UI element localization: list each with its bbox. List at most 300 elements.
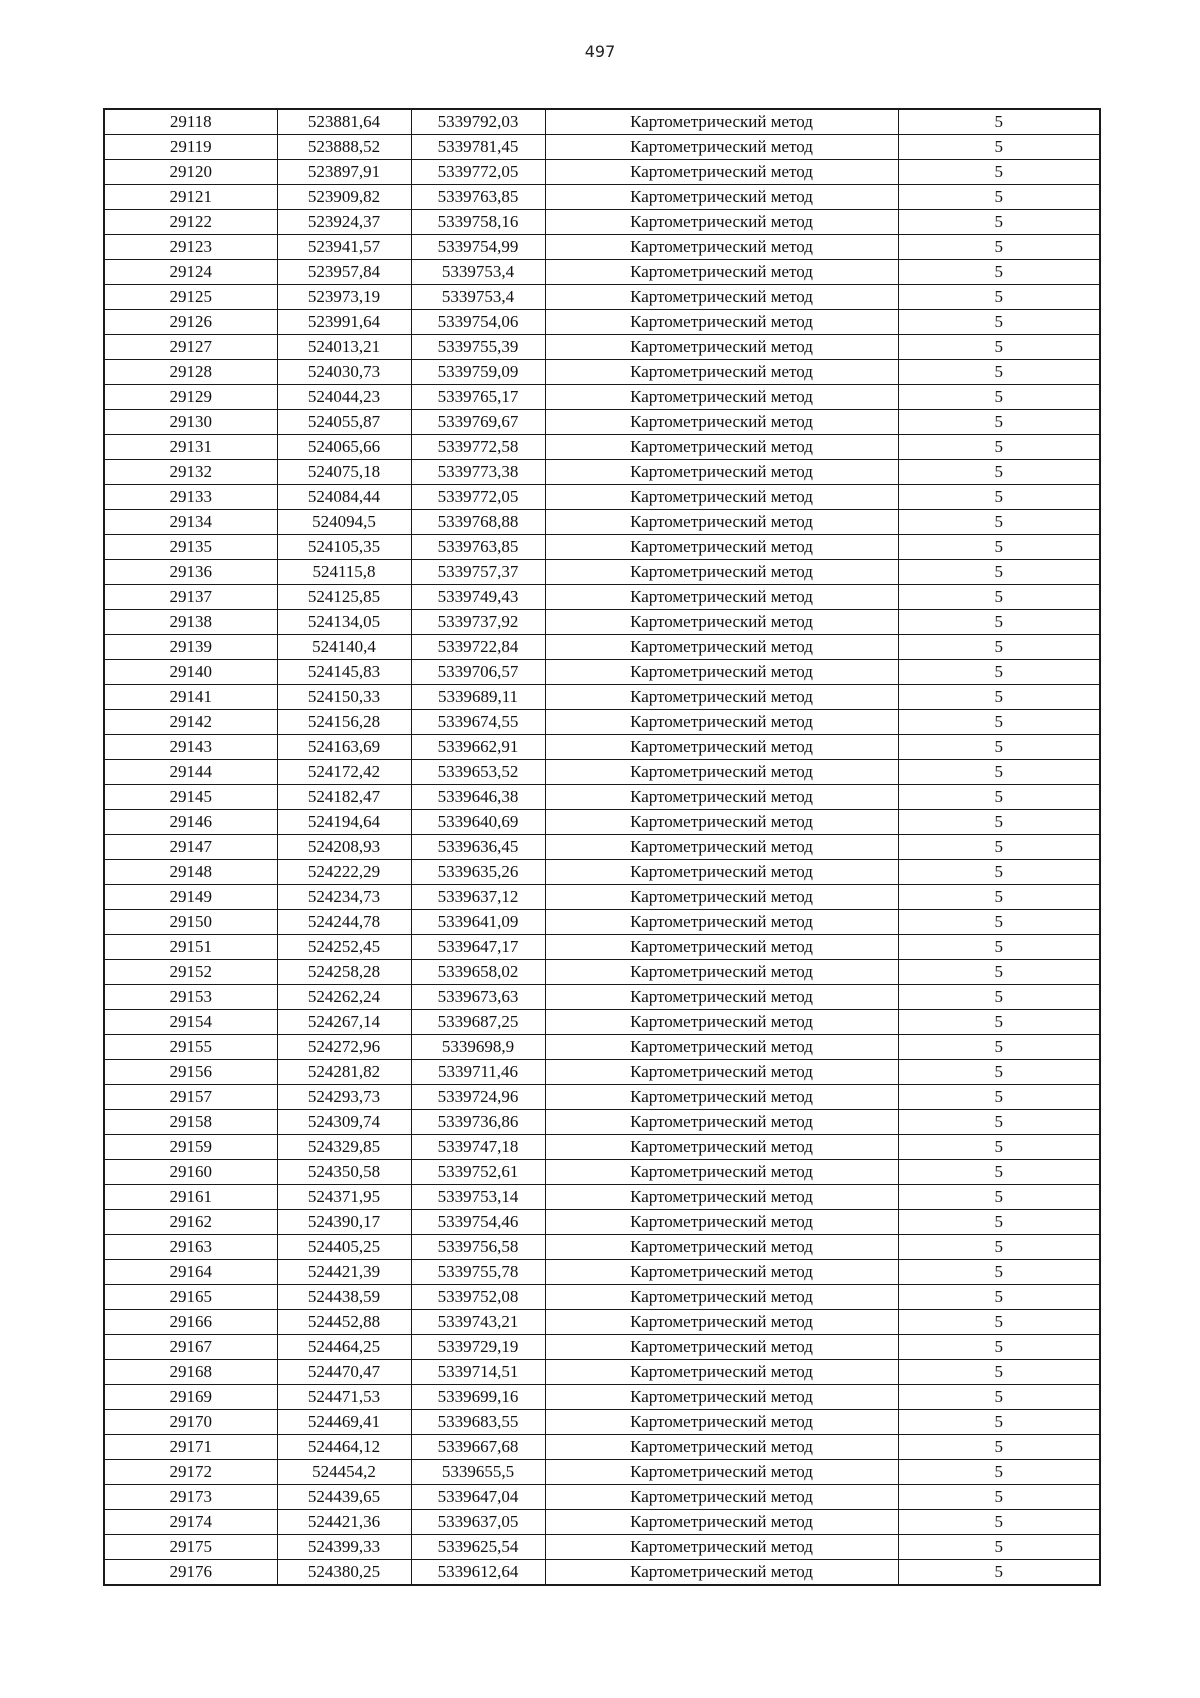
x-coordinate-cell: 524172,42 (277, 760, 411, 785)
accuracy-cell: 5 (898, 460, 1100, 485)
x-coordinate-cell: 524222,29 (277, 860, 411, 885)
x-coordinate-cell: 524454,2 (277, 1460, 411, 1485)
accuracy-cell: 5 (898, 660, 1100, 685)
y-coordinate-cell: 5339792,03 (411, 109, 545, 135)
y-coordinate-cell: 5339759,09 (411, 360, 545, 385)
y-coordinate-cell: 5339772,05 (411, 485, 545, 510)
point-number-cell: 29154 (104, 1010, 277, 1035)
x-coordinate-cell: 524452,88 (277, 1310, 411, 1335)
method-cell: Картометрический метод (545, 1260, 898, 1285)
x-coordinate-cell: 524013,21 (277, 335, 411, 360)
accuracy-cell: 5 (898, 935, 1100, 960)
accuracy-cell: 5 (898, 1285, 1100, 1310)
table-row (104, 785, 1100, 810)
x-coordinate-cell: 524084,44 (277, 485, 411, 510)
table-row (104, 360, 1100, 385)
method-cell: Картометрический метод (545, 760, 898, 785)
table-row (104, 760, 1100, 785)
table-row (104, 1010, 1100, 1035)
accuracy-cell: 5 (898, 160, 1100, 185)
point-number-cell: 29122 (104, 210, 277, 235)
method-cell: Картометрический метод (545, 1310, 898, 1335)
point-number-cell: 29139 (104, 635, 277, 660)
table-row (104, 1210, 1100, 1235)
x-coordinate-cell: 524244,78 (277, 910, 411, 935)
y-coordinate-cell: 5339753,14 (411, 1185, 545, 1210)
table-row (104, 1360, 1100, 1385)
table-row (104, 109, 1100, 135)
y-coordinate-cell: 5339781,45 (411, 135, 545, 160)
point-number-cell: 29147 (104, 835, 277, 860)
x-coordinate-cell: 524044,23 (277, 385, 411, 410)
x-coordinate-cell: 523924,37 (277, 210, 411, 235)
method-cell: Картометрический метод (545, 510, 898, 535)
y-coordinate-cell: 5339768,88 (411, 510, 545, 535)
point-number-cell: 29136 (104, 560, 277, 585)
accuracy-cell: 5 (898, 1160, 1100, 1185)
table-row (104, 860, 1100, 885)
point-number-cell: 29135 (104, 535, 277, 560)
table-row (104, 435, 1100, 460)
y-coordinate-cell: 5339753,4 (411, 285, 545, 310)
method-cell: Картометрический метод (545, 360, 898, 385)
x-coordinate-cell: 524163,69 (277, 735, 411, 760)
y-coordinate-cell: 5339636,45 (411, 835, 545, 860)
point-number-cell: 29123 (104, 235, 277, 260)
method-cell: Картометрический метод (545, 260, 898, 285)
accuracy-cell: 5 (898, 1110, 1100, 1135)
method-cell: Картометрический метод (545, 1510, 898, 1535)
point-number-cell: 29129 (104, 385, 277, 410)
method-cell: Картометрический метод (545, 1410, 898, 1435)
method-cell: Картометрический метод (545, 185, 898, 210)
table-row (104, 685, 1100, 710)
point-number-cell: 29159 (104, 1135, 277, 1160)
table-row (104, 335, 1100, 360)
y-coordinate-cell: 5339699,16 (411, 1385, 545, 1410)
x-coordinate-cell: 524134,05 (277, 610, 411, 635)
point-number-cell: 29140 (104, 660, 277, 685)
accuracy-cell: 5 (898, 610, 1100, 635)
method-cell: Картометрический метод (545, 1235, 898, 1260)
point-number-cell: 29158 (104, 1110, 277, 1135)
x-coordinate-cell: 524194,64 (277, 810, 411, 835)
table-row (104, 1235, 1100, 1260)
point-number-cell: 29175 (104, 1535, 277, 1560)
accuracy-cell: 5 (898, 210, 1100, 235)
y-coordinate-cell: 5339683,55 (411, 1410, 545, 1435)
point-number-cell: 29161 (104, 1185, 277, 1210)
point-number-cell: 29124 (104, 260, 277, 285)
x-coordinate-cell: 524252,45 (277, 935, 411, 960)
x-coordinate-cell: 524125,85 (277, 585, 411, 610)
table-row (104, 1285, 1100, 1310)
method-cell: Картометрический метод (545, 1010, 898, 1035)
accuracy-cell: 5 (898, 1485, 1100, 1510)
table-row (104, 1485, 1100, 1510)
method-cell: Картометрический метод (545, 210, 898, 235)
method-cell: Картометрический метод (545, 335, 898, 360)
accuracy-cell: 5 (898, 1035, 1100, 1060)
table-row (104, 910, 1100, 935)
y-coordinate-cell: 5339673,63 (411, 985, 545, 1010)
table-row (104, 1435, 1100, 1460)
accuracy-cell: 5 (898, 485, 1100, 510)
x-coordinate-cell: 523957,84 (277, 260, 411, 285)
point-number-cell: 29171 (104, 1435, 277, 1460)
point-number-cell: 29151 (104, 935, 277, 960)
y-coordinate-cell: 5339754,46 (411, 1210, 545, 1235)
accuracy-cell: 5 (898, 535, 1100, 560)
table-row (104, 385, 1100, 410)
y-coordinate-cell: 5339773,38 (411, 460, 545, 485)
accuracy-cell: 5 (898, 1185, 1100, 1210)
accuracy-cell: 5 (898, 1310, 1100, 1335)
accuracy-cell: 5 (898, 410, 1100, 435)
method-cell: Картометрический метод (545, 860, 898, 885)
accuracy-cell: 5 (898, 710, 1100, 735)
accuracy-cell: 5 (898, 1210, 1100, 1235)
point-number-cell: 29162 (104, 1210, 277, 1235)
method-cell: Картометрический метод (545, 585, 898, 610)
accuracy-cell: 5 (898, 1535, 1100, 1560)
point-number-cell: 29142 (104, 710, 277, 735)
accuracy-cell: 5 (898, 560, 1100, 585)
table-row (104, 160, 1100, 185)
x-coordinate-cell: 524150,33 (277, 685, 411, 710)
x-coordinate-cell: 524470,47 (277, 1360, 411, 1385)
point-number-cell: 29126 (104, 310, 277, 335)
point-number-cell: 29166 (104, 1310, 277, 1335)
point-number-cell: 29130 (104, 410, 277, 435)
method-cell: Картометрический метод (545, 1160, 898, 1185)
accuracy-cell: 5 (898, 785, 1100, 810)
accuracy-cell: 5 (898, 1360, 1100, 1385)
x-coordinate-cell: 524075,18 (277, 460, 411, 485)
x-coordinate-cell: 524105,35 (277, 535, 411, 560)
x-coordinate-cell: 523888,52 (277, 135, 411, 160)
coordinates-table (103, 108, 1101, 1586)
table-row (104, 710, 1100, 735)
y-coordinate-cell: 5339637,05 (411, 1510, 545, 1535)
x-coordinate-cell: 524464,12 (277, 1435, 411, 1460)
point-number-cell: 29160 (104, 1160, 277, 1185)
y-coordinate-cell: 5339667,68 (411, 1435, 545, 1460)
point-number-cell: 29144 (104, 760, 277, 785)
point-number-cell: 29172 (104, 1460, 277, 1485)
x-coordinate-cell: 524281,82 (277, 1060, 411, 1085)
accuracy-cell: 5 (898, 735, 1100, 760)
table-row (104, 960, 1100, 985)
table-row (104, 1085, 1100, 1110)
y-coordinate-cell: 5339757,37 (411, 560, 545, 585)
accuracy-cell: 5 (898, 260, 1100, 285)
method-cell: Картометрический метод (545, 735, 898, 760)
accuracy-cell: 5 (898, 510, 1100, 535)
x-coordinate-cell: 524371,95 (277, 1185, 411, 1210)
page-number: 497 (584, 42, 616, 61)
x-coordinate-cell: 524399,33 (277, 1535, 411, 1560)
x-coordinate-cell: 524438,59 (277, 1285, 411, 1310)
y-coordinate-cell: 5339763,85 (411, 185, 545, 210)
x-coordinate-cell: 524145,83 (277, 660, 411, 685)
method-cell: Картометрический метод (545, 1185, 898, 1210)
x-coordinate-cell: 524115,8 (277, 560, 411, 585)
point-number-cell: 29163 (104, 1235, 277, 1260)
table-row (104, 1535, 1100, 1560)
point-number-cell: 29155 (104, 1035, 277, 1060)
method-cell: Картометрический метод (545, 285, 898, 310)
x-coordinate-cell: 524258,28 (277, 960, 411, 985)
y-coordinate-cell: 5339641,09 (411, 910, 545, 935)
accuracy-cell: 5 (898, 910, 1100, 935)
point-number-cell: 29127 (104, 335, 277, 360)
y-coordinate-cell: 5339687,25 (411, 1010, 545, 1035)
x-coordinate-cell: 524272,96 (277, 1035, 411, 1060)
point-number-cell: 29173 (104, 1485, 277, 1510)
coordinates-table-body (104, 109, 1100, 1585)
y-coordinate-cell: 5339689,11 (411, 685, 545, 710)
accuracy-cell: 5 (898, 1510, 1100, 1535)
accuracy-cell: 5 (898, 1260, 1100, 1285)
x-coordinate-cell: 523991,64 (277, 310, 411, 335)
x-coordinate-cell: 523973,19 (277, 285, 411, 310)
x-coordinate-cell: 524030,73 (277, 360, 411, 385)
accuracy-cell: 5 (898, 285, 1100, 310)
table-row (104, 1385, 1100, 1410)
method-cell: Картометрический метод (545, 1460, 898, 1485)
x-coordinate-cell: 524182,47 (277, 785, 411, 810)
accuracy-cell: 5 (898, 1410, 1100, 1435)
accuracy-cell: 5 (898, 1135, 1100, 1160)
method-cell: Картометрический метод (545, 835, 898, 860)
accuracy-cell: 5 (898, 1060, 1100, 1085)
point-number-cell: 29176 (104, 1560, 277, 1586)
method-cell: Картометрический метод (545, 235, 898, 260)
y-coordinate-cell: 5339647,17 (411, 935, 545, 960)
point-number-cell: 29119 (104, 135, 277, 160)
y-coordinate-cell: 5339662,91 (411, 735, 545, 760)
y-coordinate-cell: 5339755,78 (411, 1260, 545, 1285)
point-number-cell: 29145 (104, 785, 277, 810)
method-cell: Картометрический метод (545, 460, 898, 485)
table-row (104, 1310, 1100, 1335)
method-cell: Картометрический метод (545, 1135, 898, 1160)
method-cell: Картометрический метод (545, 160, 898, 185)
accuracy-cell: 5 (898, 685, 1100, 710)
x-coordinate-cell: 524140,4 (277, 635, 411, 660)
point-number-cell: 29153 (104, 985, 277, 1010)
x-coordinate-cell: 524208,93 (277, 835, 411, 860)
table-row (104, 810, 1100, 835)
accuracy-cell: 5 (898, 635, 1100, 660)
method-cell: Картометрический метод (545, 685, 898, 710)
point-number-cell: 29167 (104, 1335, 277, 1360)
table-row (104, 185, 1100, 210)
method-cell: Картометрический метод (545, 1285, 898, 1310)
point-number-cell: 29149 (104, 885, 277, 910)
y-coordinate-cell: 5339752,61 (411, 1160, 545, 1185)
x-coordinate-cell: 524380,25 (277, 1560, 411, 1586)
x-coordinate-cell: 524329,85 (277, 1135, 411, 1160)
y-coordinate-cell: 5339714,51 (411, 1360, 545, 1385)
x-coordinate-cell: 524262,24 (277, 985, 411, 1010)
method-cell: Картометрический метод (545, 135, 898, 160)
method-cell: Картометрический метод (545, 560, 898, 585)
x-coordinate-cell: 524234,73 (277, 885, 411, 910)
x-coordinate-cell: 524309,74 (277, 1110, 411, 1135)
accuracy-cell: 5 (898, 585, 1100, 610)
y-coordinate-cell: 5339706,57 (411, 660, 545, 685)
table-row (104, 635, 1100, 660)
y-coordinate-cell: 5339754,99 (411, 235, 545, 260)
table-row (104, 1185, 1100, 1210)
table-row (104, 485, 1100, 510)
point-number-cell: 29121 (104, 185, 277, 210)
point-number-cell: 29165 (104, 1285, 277, 1310)
x-coordinate-cell: 524469,41 (277, 1410, 411, 1435)
method-cell: Картометрический метод (545, 1085, 898, 1110)
y-coordinate-cell: 5339758,16 (411, 210, 545, 235)
table-row (104, 285, 1100, 310)
table-row (104, 510, 1100, 535)
table-row (104, 835, 1100, 860)
y-coordinate-cell: 5339724,96 (411, 1085, 545, 1110)
x-coordinate-cell: 524421,39 (277, 1260, 411, 1285)
y-coordinate-cell: 5339755,39 (411, 335, 545, 360)
method-cell: Картометрический метод (545, 410, 898, 435)
y-coordinate-cell: 5339752,08 (411, 1285, 545, 1310)
y-coordinate-cell: 5339736,86 (411, 1110, 545, 1135)
x-coordinate-cell: 524350,58 (277, 1160, 411, 1185)
accuracy-cell: 5 (898, 1085, 1100, 1110)
point-number-cell: 29125 (104, 285, 277, 310)
table-row (104, 1460, 1100, 1485)
point-number-cell: 29131 (104, 435, 277, 460)
table-row (104, 1560, 1100, 1586)
method-cell: Картометрический метод (545, 1210, 898, 1235)
x-coordinate-cell: 524065,66 (277, 435, 411, 460)
table-row (104, 660, 1100, 685)
y-coordinate-cell: 5339674,55 (411, 710, 545, 735)
method-cell: Картометрический метод (545, 385, 898, 410)
x-coordinate-cell: 524267,14 (277, 1010, 411, 1035)
accuracy-cell: 5 (898, 810, 1100, 835)
y-coordinate-cell: 5339646,38 (411, 785, 545, 810)
point-number-cell: 29133 (104, 485, 277, 510)
y-coordinate-cell: 5339769,67 (411, 410, 545, 435)
method-cell: Картометрический метод (545, 1485, 898, 1510)
point-number-cell: 29174 (104, 1510, 277, 1535)
accuracy-cell: 5 (898, 310, 1100, 335)
accuracy-cell: 5 (898, 235, 1100, 260)
method-cell: Картометрический метод (545, 910, 898, 935)
accuracy-cell: 5 (898, 1460, 1100, 1485)
method-cell: Картометрический метод (545, 985, 898, 1010)
x-coordinate-cell: 523909,82 (277, 185, 411, 210)
method-cell: Картометрический метод (545, 935, 898, 960)
method-cell: Картометрический метод (545, 1360, 898, 1385)
point-number-cell: 29168 (104, 1360, 277, 1385)
table-row (104, 260, 1100, 285)
method-cell: Картометрический метод (545, 535, 898, 560)
x-coordinate-cell: 524156,28 (277, 710, 411, 735)
table-row (104, 210, 1100, 235)
method-cell: Картометрический метод (545, 1060, 898, 1085)
y-coordinate-cell: 5339625,54 (411, 1535, 545, 1560)
x-coordinate-cell: 524293,73 (277, 1085, 411, 1110)
point-number-cell: 29141 (104, 685, 277, 710)
method-cell: Картометрический метод (545, 610, 898, 635)
method-cell: Картометрический метод (545, 1535, 898, 1560)
point-number-cell: 29132 (104, 460, 277, 485)
method-cell: Картометрический метод (545, 1110, 898, 1135)
accuracy-cell: 5 (898, 335, 1100, 360)
accuracy-cell: 5 (898, 435, 1100, 460)
y-coordinate-cell: 5339772,58 (411, 435, 545, 460)
y-coordinate-cell: 5339658,02 (411, 960, 545, 985)
method-cell: Картометрический метод (545, 1335, 898, 1360)
y-coordinate-cell: 5339772,05 (411, 160, 545, 185)
point-number-cell: 29118 (104, 109, 277, 135)
accuracy-cell: 5 (898, 109, 1100, 135)
accuracy-cell: 5 (898, 1435, 1100, 1460)
accuracy-cell: 5 (898, 1385, 1100, 1410)
y-coordinate-cell: 5339655,5 (411, 1460, 545, 1485)
method-cell: Картометрический метод (545, 810, 898, 835)
method-cell: Картометрический метод (545, 1035, 898, 1060)
y-coordinate-cell: 5339698,9 (411, 1035, 545, 1060)
method-cell: Картометрический метод (545, 885, 898, 910)
method-cell: Картометрический метод (545, 435, 898, 460)
point-number-cell: 29156 (104, 1060, 277, 1085)
table-row (104, 985, 1100, 1010)
table-row (104, 585, 1100, 610)
x-coordinate-cell: 524464,25 (277, 1335, 411, 1360)
method-cell: Картометрический метод (545, 960, 898, 985)
table-row (104, 560, 1100, 585)
method-cell: Картометрический метод (545, 310, 898, 335)
table-row (104, 1060, 1100, 1085)
point-number-cell: 29164 (104, 1260, 277, 1285)
point-number-cell: 29137 (104, 585, 277, 610)
table-row (104, 1260, 1100, 1285)
y-coordinate-cell: 5339637,12 (411, 885, 545, 910)
y-coordinate-cell: 5339753,4 (411, 260, 545, 285)
method-cell: Картометрический метод (545, 710, 898, 735)
accuracy-cell: 5 (898, 860, 1100, 885)
table-row (104, 1160, 1100, 1185)
accuracy-cell: 5 (898, 885, 1100, 910)
point-number-cell: 29134 (104, 510, 277, 535)
x-coordinate-cell: 524471,53 (277, 1385, 411, 1410)
accuracy-cell: 5 (898, 185, 1100, 210)
y-coordinate-cell: 5339765,17 (411, 385, 545, 410)
accuracy-cell: 5 (898, 1010, 1100, 1035)
method-cell: Картометрический метод (545, 109, 898, 135)
y-coordinate-cell: 5339640,69 (411, 810, 545, 835)
point-number-cell: 29157 (104, 1085, 277, 1110)
table-row (104, 885, 1100, 910)
table-row (104, 535, 1100, 560)
accuracy-cell: 5 (898, 360, 1100, 385)
accuracy-cell: 5 (898, 135, 1100, 160)
x-coordinate-cell: 524055,87 (277, 410, 411, 435)
x-coordinate-cell: 524421,36 (277, 1510, 411, 1535)
table-row (104, 1410, 1100, 1435)
accuracy-cell: 5 (898, 1560, 1100, 1586)
y-coordinate-cell: 5339612,64 (411, 1560, 545, 1586)
